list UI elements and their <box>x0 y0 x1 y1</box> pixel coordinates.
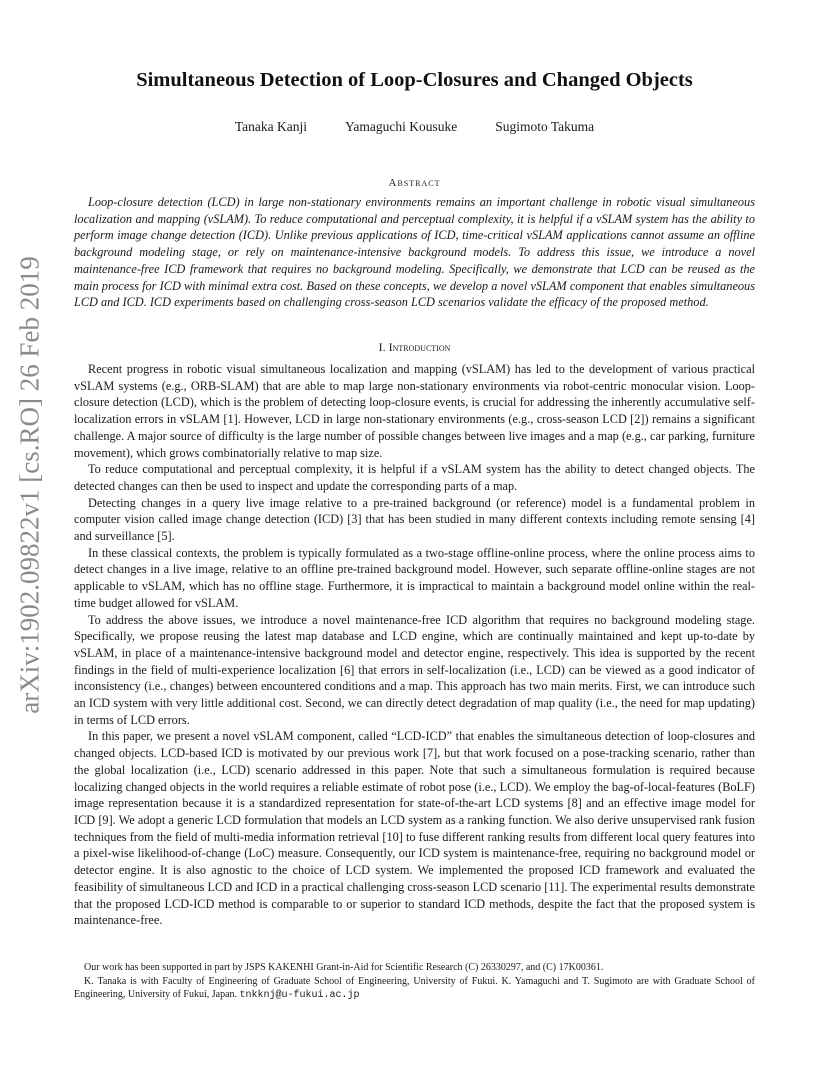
author-email: tnkknj@u-fukui.ac.jp <box>239 990 360 1001</box>
section-heading <box>74 340 755 355</box>
affiliation-footnote <box>74 975 755 1003</box>
footnotes <box>74 961 755 1003</box>
author-list <box>74 119 755 135</box>
arxiv-identifier: arXiv:1902.09822v1 [cs.RO] 26 Feb 2019 <box>14 256 45 714</box>
author-name: Yamaguchi Kousuke <box>344 119 458 134</box>
body-paragraph: To address the above issues, we introduce a novel maintenance-free ICD algorithm that requires no background modeling stage. Specifically, we propose reusing the latest map database and LCD engine, which are continually maintained and kept up-to-date by vSLAM, in place of a maintenance-intensive background model and detector engine, respectively. This idea is supported by the recent findings in the field of multi-experience localization [6] that errors in self-localization (i.e., LCD) can be viewed as a good indicator of inconsistency (i.e., changes) between encountered conditions and a map. This approach has two main merits. First, we can introduce such an ICD system with very little additional cost. Second, we can directly detect degradation of map quality (i.e., the need for map updating) in terms of LCD errors. <box>74 612 755 727</box>
section-body <box>74 361 755 929</box>
body-paragraph: Recent progress in robotic visual simultaneous localization and mapping (vSLAM) has led to the development of various practical vSLAM systems (e.g., ORB-SLAM) that are able to map large non-stationary environments via robot-centric monocular vision. Loop-closure detection (LCD), which is the problem of detecting loop-closure events, is crucial for addressing the inherently accumulative self-localization errors in vSLAM [1]. However, LCD in large non-stationary environments (e.g., cross-season LCD [2]) remains a significant challenge. A major source of difficulty is the large number of possible changes between live images and a map (e.g., car parking, furniture movement), which grows combinatorially relative to map size. <box>74 362 755 460</box>
abstract-text: Loop-closure detection (LCD) in large non-stationary environments remains an important challenge in robotic visual simultaneous localization and mapping (vSLAM). To reduce computational and perceptual complexity, it is helpful if a vSLAM system has the ability to perform image change detection (ICD). Unlike previous applications of ICD, time-critical vSLAM applications cannot assume an offline background modeling stage, or rely on maintenance-intensive background models. To address this issue, we introduce a novel maintenance-free ICD framework that requires no background modeling. Specifically, we demonstrate that LCD can be reused as the main process for ICD with minimal extra cost. Based on these concepts, we develop a novel vSLAM component that enables simultaneous LCD and ICD. ICD experiments based on challenging cross-season LCD scenarios validate the efficacy of the proposed method. <box>74 195 755 310</box>
abstract-heading: Abstract <box>388 177 441 189</box>
author-name: Tanaka Kanji <box>234 119 307 134</box>
section-number: I. <box>378 340 386 354</box>
affiliation-text: K. Tanaka is with Faculty of Engineering of Graduate School of Engineering, University of Fukui. K. Yamaguchi and T. Sugimoto are with Graduate School of Engineering, University of Fukui, Japan. <box>74 975 755 1000</box>
author-name: Sugimoto Takuma <box>495 119 595 134</box>
body-paragraph: Detecting changes in a query live image relative to a pre-trained background (or reference) model is a fundamental problem in computer vision called image change detection (ICD) [3] that has been studied in many different contexts including remote sensing [4] and surveillance [5]. <box>74 495 755 544</box>
body-paragraph: In this paper, we present a novel vSLAM component, called “LCD-ICD” that enables the simultaneous detection of loop-closures and changed objects. LCD-based ICD is motivated by our previous work [7], but that work focused on a pose-tracking scenario, rather than the global localization (i.e., LCD) scenario addressed in this paper. Note that such a simultaneous formulation is required because localizing changed objects in the world requires a reliable estimate of robot pose (i.e., LCD). We employ the bag-of-local-features (BoLF) image representation because it is a standardized representation for state-of-the-art LCD systems [8] and an effective image model for ICD [9]. We adopt a generic LCD formulation that models an LCD system as a ranking function. We also derive unsupervised rank fusion techniques from the field of multi-media information retrieval [10] to fuse different ranking results from different local query features into a pixel-wise likelihood-of-change (LoC) measure. Consequently, our ICD system is maintenance-free, requiring no background model or detector engine. It is also agnostic to the choice of LCD system. We implemented the proposed ICD framework and evaluated the feasibility of simultaneous LCD and ICD in a practical challenging cross-season LCD scenario [11]. The experimental results demonstrate that the proposed LCD-ICD method is comparable to or superior to standard ICD methods, despite the fact that the proposed system is maintenance-free. <box>74 729 755 928</box>
body-paragraph: To reduce computational and perceptual complexity, it is helpful if a vSLAM system has the ability to detect changed objects. The detected changes can then be used to inspect and update the corresponding parts of a map. <box>74 462 755 493</box>
section-title: Introduction <box>388 340 451 354</box>
funding-footnote: Our work has been supported in part by JSPS KAKENHI Grant-in-Aid for Scientific Research (C) 26330297, and (C) 17K00361. <box>84 962 604 973</box>
paper-title: Simultaneous Detection of Loop-Closures and Changed Objects <box>136 69 693 91</box>
arxiv-sidebar-stamp <box>8 250 52 720</box>
body-paragraph: In these classical contexts, the problem is typically formulated as a two-stage offline-online process, where the online process aims to detect changes in a live image, relative to an offline pre-trained background model. However, such separate offline-online stages are not applicable to vSLAM, which has no offline stage. Furthermore, it is impractical to maintain a background model online within the real-time budget allowed for vSLAM. <box>74 545 755 610</box>
